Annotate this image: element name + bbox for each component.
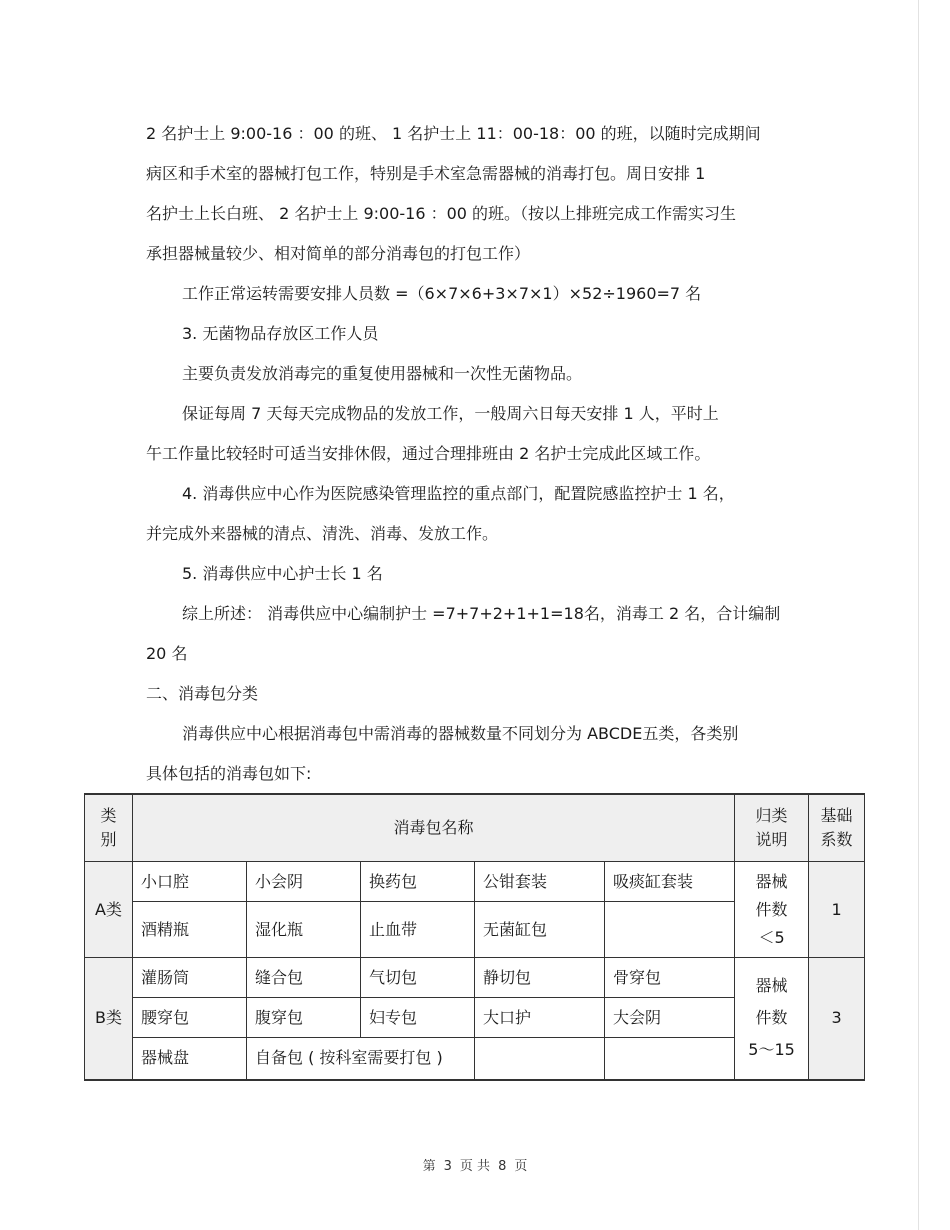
paragraph: 具体包括的消毒包如下: (146, 764, 312, 783)
header-base: 基础 系数 (809, 794, 865, 862)
table-header-row (85, 794, 865, 862)
paragraph: 5. 消毒供应中心护士长 1 名 (182, 564, 383, 583)
table-cell: 气切包 (361, 958, 475, 998)
page-edge (918, 0, 919, 1230)
table-cell: 缝合包 (247, 958, 361, 998)
table-cell: 灌肠筒 (133, 958, 247, 998)
table-cell (605, 902, 735, 958)
table-row (85, 958, 865, 998)
table-cell: 静切包 (475, 958, 605, 998)
paragraph: 2 名护士上 9:00-16 ：00 的班、 1 名护士上 11：00-18：00 的班，以随时完成期间 (146, 124, 761, 143)
paragraph: 病区和手术室的器械打包工作，特别是手术室急需器械的消毒打包。周日安排 1 (146, 164, 706, 183)
group-label-a: A类 (85, 862, 133, 958)
paragraph: 主要负责发放消毒完的重复使用器械和一次性无菌物品。 (182, 364, 583, 383)
table-cell: 公钳套装 (475, 862, 605, 902)
paragraph: 并完成外来器械的清点、清洗、消毒、发放工作。 (146, 524, 499, 543)
table-cell: 小会阴 (247, 862, 361, 902)
table-cell: 酒精瓶 (133, 902, 247, 958)
table-cell: 止血带 (361, 902, 475, 958)
group-base-b: 3 (809, 958, 865, 1080)
table-cell: 小口腔 (133, 862, 247, 902)
table-cell: 骨穿包 (605, 958, 735, 998)
table-cell (475, 1038, 605, 1080)
page-footer (0, 1155, 950, 1174)
table-cell (605, 1038, 735, 1080)
section-heading: 3. 无菌物品存放区工作人员 (182, 324, 379, 343)
table-row (85, 862, 865, 902)
footer-page-number: 3 (443, 1159, 452, 1174)
group-base-a: 1 (809, 862, 865, 958)
paragraph: 20 名 (146, 644, 188, 663)
group-label-b: B类 (85, 958, 133, 1080)
table-cell: 自备包 ( 按科室需要打包 ) (247, 1038, 475, 1080)
paragraph: 午工作量比较轻时可适当安排休假，通过合理排班由 2 名护士完成此区域工作。 (146, 444, 711, 463)
table-cell: 腹穿包 (247, 998, 361, 1038)
table-cell: 大口护 (475, 998, 605, 1038)
paragraph: 工作正常运转需要安排人员数 =（6×7×6+3×7×1）×52÷1960=7 名 (182, 284, 702, 303)
group-note-a: 器械 件数 ＜5 (735, 862, 809, 958)
footer-suffix: 页 (514, 1159, 528, 1174)
paragraph: 承担器械量较少、相对简单的部分消毒包的打包工作） (146, 244, 531, 263)
section-heading: 二、消毒包分类 (146, 684, 259, 703)
footer-mid: 页 共 (459, 1159, 491, 1174)
group-note-b: 器械 件数 5～15 (735, 958, 809, 1080)
table-cell: 妇专包 (361, 998, 475, 1038)
header-note: 归类 说明 (735, 794, 809, 862)
table-cell: 器械盘 (133, 1038, 247, 1080)
disinfection-package-table (84, 793, 865, 1081)
header-package-name: 消毒包名称 (133, 794, 735, 862)
paragraph: 消毒供应中心根据消毒包中需消毒的器械数量不同划分为 ABCDE五类，各类别 (182, 724, 739, 743)
table-cell: 无菌缸包 (475, 902, 605, 958)
paragraph: 4. 消毒供应中心作为医院感染管理监控的重点部门，配置院感监控护士 1 名， (182, 484, 735, 503)
footer-total-pages: 8 (498, 1159, 507, 1174)
paragraph: 综上所述： 消毒供应中心编制护士 =7+7+2+1+1=18名，消毒工 2 名，合计编制 (182, 604, 781, 623)
document-body (146, 114, 806, 794)
table-cell: 腰穿包 (133, 998, 247, 1038)
paragraph: 保证每周 7 天每天完成物品的发放工作，一般周六日每天安排 1 人，平时上 (182, 404, 719, 423)
header-category: 类 别 (85, 794, 133, 862)
footer-prefix: 第 (422, 1159, 436, 1174)
paragraph: 名护士上长白班、 2 名护士上 9:00-16 ：00 的班。（按以上排班完成工作需实习生 (146, 204, 737, 223)
table-cell: 吸痰缸套装 (605, 862, 735, 902)
table-cell: 换药包 (361, 862, 475, 902)
table-cell: 大会阴 (605, 998, 735, 1038)
table-cell: 湿化瓶 (247, 902, 361, 958)
